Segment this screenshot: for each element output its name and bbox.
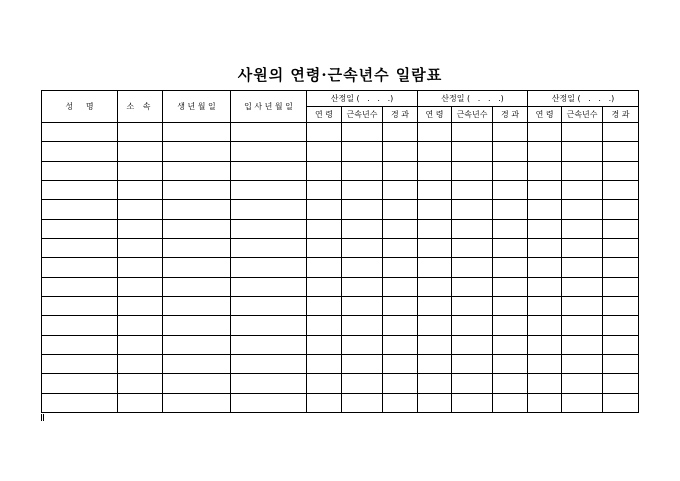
table-cell[interactable] [603, 200, 639, 219]
table-cell[interactable] [342, 142, 383, 161]
table-cell[interactable] [231, 142, 307, 161]
table-cell[interactable] [418, 374, 452, 393]
header-calc-date-3: 산정일 ( . . .) [528, 91, 639, 107]
table-row [42, 316, 639, 335]
table-cell[interactable] [418, 258, 452, 277]
table-cell[interactable] [307, 335, 342, 354]
table-cell[interactable] [452, 374, 493, 393]
table-cell[interactable] [342, 219, 383, 238]
table-cell[interactable] [118, 238, 163, 257]
header-tenure: 근속년수 [342, 107, 383, 123]
table-cell[interactable] [418, 123, 452, 142]
table-cell[interactable] [231, 258, 307, 277]
table-cell[interactable] [603, 393, 639, 412]
table-cell[interactable] [603, 374, 639, 393]
table-cell[interactable] [528, 200, 562, 219]
table-cell[interactable] [493, 180, 528, 199]
table-cell[interactable] [231, 219, 307, 238]
table-cell[interactable] [528, 142, 562, 161]
table-cell[interactable] [418, 354, 452, 373]
table-cell[interactable] [383, 354, 418, 373]
table-cell[interactable] [118, 142, 163, 161]
table-cell[interactable] [307, 316, 342, 335]
table-cell[interactable] [118, 161, 163, 180]
table-cell[interactable] [493, 123, 528, 142]
table-row [42, 374, 639, 393]
table-cell[interactable] [231, 374, 307, 393]
table-cell[interactable] [231, 123, 307, 142]
table-cell[interactable] [493, 277, 528, 296]
table-cell[interactable] [118, 219, 163, 238]
table-cell[interactable] [231, 335, 307, 354]
table-cell[interactable] [42, 335, 118, 354]
table-cell[interactable] [342, 374, 383, 393]
table-cell[interactable] [383, 258, 418, 277]
table-cell[interactable] [528, 335, 562, 354]
table-cell[interactable] [118, 393, 163, 412]
table-cell[interactable] [562, 219, 603, 238]
table-cell[interactable] [528, 374, 562, 393]
table-cell[interactable] [118, 335, 163, 354]
table-cell[interactable] [493, 200, 528, 219]
table-cell[interactable] [342, 180, 383, 199]
table-cell[interactable] [452, 296, 493, 315]
table-row [42, 354, 639, 373]
employee-age-tenure-table [41, 90, 639, 413]
table-cell[interactable] [452, 393, 493, 412]
table-cell[interactable] [418, 219, 452, 238]
table-cell[interactable] [603, 296, 639, 315]
table-cell[interactable] [562, 354, 603, 373]
table-cell[interactable] [163, 393, 231, 412]
table-row [42, 335, 639, 354]
table-cell[interactable] [307, 296, 342, 315]
table-cell[interactable] [307, 277, 342, 296]
table-row [42, 219, 639, 238]
table-cell[interactable] [118, 258, 163, 277]
page-title: 사원의 연령·근속년수 일람표 [237, 66, 443, 84]
table-cell[interactable] [42, 219, 118, 238]
table-cell[interactable] [562, 393, 603, 412]
header-elapsed: 경 과 [603, 107, 639, 123]
table-cell[interactable] [418, 200, 452, 219]
table-cell[interactable] [42, 142, 118, 161]
table-row [42, 142, 639, 161]
table-cell[interactable] [528, 238, 562, 257]
table-cell[interactable] [493, 354, 528, 373]
table-cell[interactable] [307, 393, 342, 412]
table-cell[interactable] [493, 316, 528, 335]
table-cell[interactable] [307, 161, 342, 180]
table-cell[interactable] [452, 335, 493, 354]
table-cell[interactable] [307, 142, 342, 161]
table-cell[interactable] [452, 277, 493, 296]
table-cell[interactable] [42, 238, 118, 257]
table-cell[interactable] [342, 316, 383, 335]
table-cell[interactable] [163, 219, 231, 238]
table-cell[interactable] [163, 161, 231, 180]
table-cell[interactable] [493, 161, 528, 180]
table-cell[interactable] [603, 316, 639, 335]
table-cell[interactable] [42, 200, 118, 219]
header-hire-date: 입 사 년 월 일 [231, 91, 307, 123]
table-cell[interactable] [307, 374, 342, 393]
table-cell[interactable] [231, 393, 307, 412]
table-cell[interactable] [118, 354, 163, 373]
table-cell[interactable] [528, 161, 562, 180]
table-cell[interactable] [42, 161, 118, 180]
table-cell[interactable] [383, 219, 418, 238]
table-cell[interactable] [418, 277, 452, 296]
table-cell[interactable] [342, 200, 383, 219]
table-cell[interactable] [452, 354, 493, 373]
table-cell[interactable] [383, 180, 418, 199]
table-cell[interactable] [342, 238, 383, 257]
table-cell[interactable] [562, 142, 603, 161]
table-cell[interactable] [231, 354, 307, 373]
table-cell[interactable] [383, 393, 418, 412]
table-cell[interactable] [562, 316, 603, 335]
table-cell[interactable] [603, 354, 639, 373]
table-cell[interactable] [383, 123, 418, 142]
table-cell[interactable] [528, 316, 562, 335]
table-cell[interactable] [163, 335, 231, 354]
table-cell[interactable] [562, 258, 603, 277]
table-cell[interactable] [383, 238, 418, 257]
table-cell[interactable] [603, 238, 639, 257]
table-cell[interactable] [231, 238, 307, 257]
table-cell[interactable] [42, 374, 118, 393]
table-cell[interactable] [452, 161, 493, 180]
table-cell[interactable] [383, 335, 418, 354]
table-cell[interactable] [603, 335, 639, 354]
table-cell[interactable] [118, 374, 163, 393]
table-cell[interactable] [383, 296, 418, 315]
table-cell[interactable] [383, 374, 418, 393]
table-row [42, 393, 639, 412]
table-cell[interactable] [562, 335, 603, 354]
table-cell[interactable] [307, 238, 342, 257]
table-cell[interactable] [528, 219, 562, 238]
table-cell[interactable] [528, 393, 562, 412]
table-body [42, 123, 639, 413]
table-cell[interactable] [342, 161, 383, 180]
table-cell[interactable] [562, 296, 603, 315]
table-cell[interactable] [603, 219, 639, 238]
table-cell[interactable] [42, 123, 118, 142]
table-cell[interactable] [118, 180, 163, 199]
table-cell[interactable] [307, 219, 342, 238]
table-cell[interactable] [42, 354, 118, 373]
table-cell[interactable] [307, 200, 342, 219]
table-cell[interactable] [452, 200, 493, 219]
header-department: 소 속 [118, 91, 163, 123]
header-birth-date: 생 년 월 일 [163, 91, 231, 123]
table-cell[interactable] [493, 219, 528, 238]
table-cell[interactable] [383, 161, 418, 180]
table-cell[interactable] [493, 374, 528, 393]
table-cell[interactable] [42, 316, 118, 335]
table-cell[interactable] [562, 374, 603, 393]
table-cell[interactable] [528, 258, 562, 277]
header-tenure: 근속년수 [452, 107, 493, 123]
table-row [42, 123, 639, 142]
table-cell[interactable] [418, 316, 452, 335]
header-age: 연 령 [418, 107, 452, 123]
table-cell[interactable] [163, 277, 231, 296]
table-cell[interactable] [603, 277, 639, 296]
table-cell[interactable] [342, 258, 383, 277]
table-cell[interactable] [603, 180, 639, 199]
table-cell[interactable] [603, 142, 639, 161]
header-age: 연 령 [307, 107, 342, 123]
table-cell[interactable] [493, 296, 528, 315]
text-cursor [41, 414, 44, 421]
table-cell[interactable] [418, 335, 452, 354]
table-cell[interactable] [231, 180, 307, 199]
header-tenure: 근속년수 [562, 107, 603, 123]
table-cell[interactable] [562, 180, 603, 199]
table-cell[interactable] [562, 161, 603, 180]
table-cell[interactable] [562, 123, 603, 142]
table-cell[interactable] [418, 238, 452, 257]
table-row [42, 180, 639, 199]
table-row [42, 161, 639, 180]
table-cell[interactable] [452, 316, 493, 335]
table-cell[interactable] [42, 258, 118, 277]
table-cell[interactable] [42, 296, 118, 315]
table-cell[interactable] [452, 238, 493, 257]
table-cell[interactable] [603, 258, 639, 277]
table-cell[interactable] [493, 238, 528, 257]
table-cell[interactable] [452, 219, 493, 238]
table-cell[interactable] [493, 258, 528, 277]
table-cell[interactable] [163, 258, 231, 277]
table-cell[interactable] [528, 296, 562, 315]
header-calc-date-1: 산정일 ( . . .) [307, 91, 418, 107]
table-row [42, 258, 639, 277]
table-cell[interactable] [231, 161, 307, 180]
table-cell[interactable] [163, 238, 231, 257]
table-row [42, 238, 639, 257]
table-cell[interactable] [418, 393, 452, 412]
header-calc-date-2: 산정일 ( . . .) [418, 91, 528, 107]
table-cell[interactable] [493, 142, 528, 161]
table-cell[interactable] [528, 277, 562, 296]
header-elapsed: 경 과 [493, 107, 528, 123]
table-cell[interactable] [383, 142, 418, 161]
table-cell[interactable] [307, 354, 342, 373]
table-cell[interactable] [383, 316, 418, 335]
table-cell[interactable] [342, 123, 383, 142]
table-cell[interactable] [342, 277, 383, 296]
table-cell[interactable] [452, 180, 493, 199]
table-cell[interactable] [163, 316, 231, 335]
table-cell[interactable] [231, 200, 307, 219]
table-cell[interactable] [452, 258, 493, 277]
table-cell[interactable] [163, 374, 231, 393]
table-cell[interactable] [231, 316, 307, 335]
table-cell[interactable] [42, 393, 118, 412]
table-cell[interactable] [528, 180, 562, 199]
table-cell[interactable] [163, 354, 231, 373]
table-cell[interactable] [118, 296, 163, 315]
table-cell[interactable] [603, 123, 639, 142]
table-cell[interactable] [342, 393, 383, 412]
table-cell[interactable] [163, 180, 231, 199]
table-cell[interactable] [163, 296, 231, 315]
table-cell[interactable] [231, 277, 307, 296]
table-cell[interactable] [562, 238, 603, 257]
table-cell[interactable] [307, 180, 342, 199]
table-cell[interactable] [118, 316, 163, 335]
table-cell[interactable] [452, 142, 493, 161]
table-cell[interactable] [528, 354, 562, 373]
table-row [42, 200, 639, 219]
table-cell[interactable] [342, 296, 383, 315]
table-cell[interactable] [163, 142, 231, 161]
table-cell[interactable] [418, 161, 452, 180]
table-cell[interactable] [383, 277, 418, 296]
table-cell[interactable] [118, 200, 163, 219]
table-cell[interactable] [42, 277, 118, 296]
header-elapsed: 경 과 [383, 107, 418, 123]
table-cell[interactable] [562, 277, 603, 296]
table-cell[interactable] [603, 161, 639, 180]
table-cell[interactable] [383, 200, 418, 219]
table-row [42, 296, 639, 315]
table-cell[interactable] [42, 180, 118, 199]
table-cell[interactable] [418, 142, 452, 161]
table-cell[interactable] [342, 335, 383, 354]
table-cell[interactable] [452, 123, 493, 142]
table-cell[interactable] [307, 258, 342, 277]
table-cell[interactable] [493, 393, 528, 412]
header-age: 연 령 [528, 107, 562, 123]
table-cell[interactable] [163, 200, 231, 219]
table-cell[interactable] [118, 277, 163, 296]
table-cell[interactable] [528, 123, 562, 142]
table-row [42, 277, 639, 296]
table-cell[interactable] [418, 180, 452, 199]
table-cell[interactable] [231, 296, 307, 315]
header-name: 성 명 [42, 91, 118, 123]
table-cell[interactable] [307, 123, 342, 142]
table-cell[interactable] [562, 200, 603, 219]
table-cell[interactable] [493, 335, 528, 354]
table-cell[interactable] [163, 123, 231, 142]
table-cell[interactable] [342, 354, 383, 373]
table-cell[interactable] [118, 123, 163, 142]
table-cell[interactable] [418, 296, 452, 315]
